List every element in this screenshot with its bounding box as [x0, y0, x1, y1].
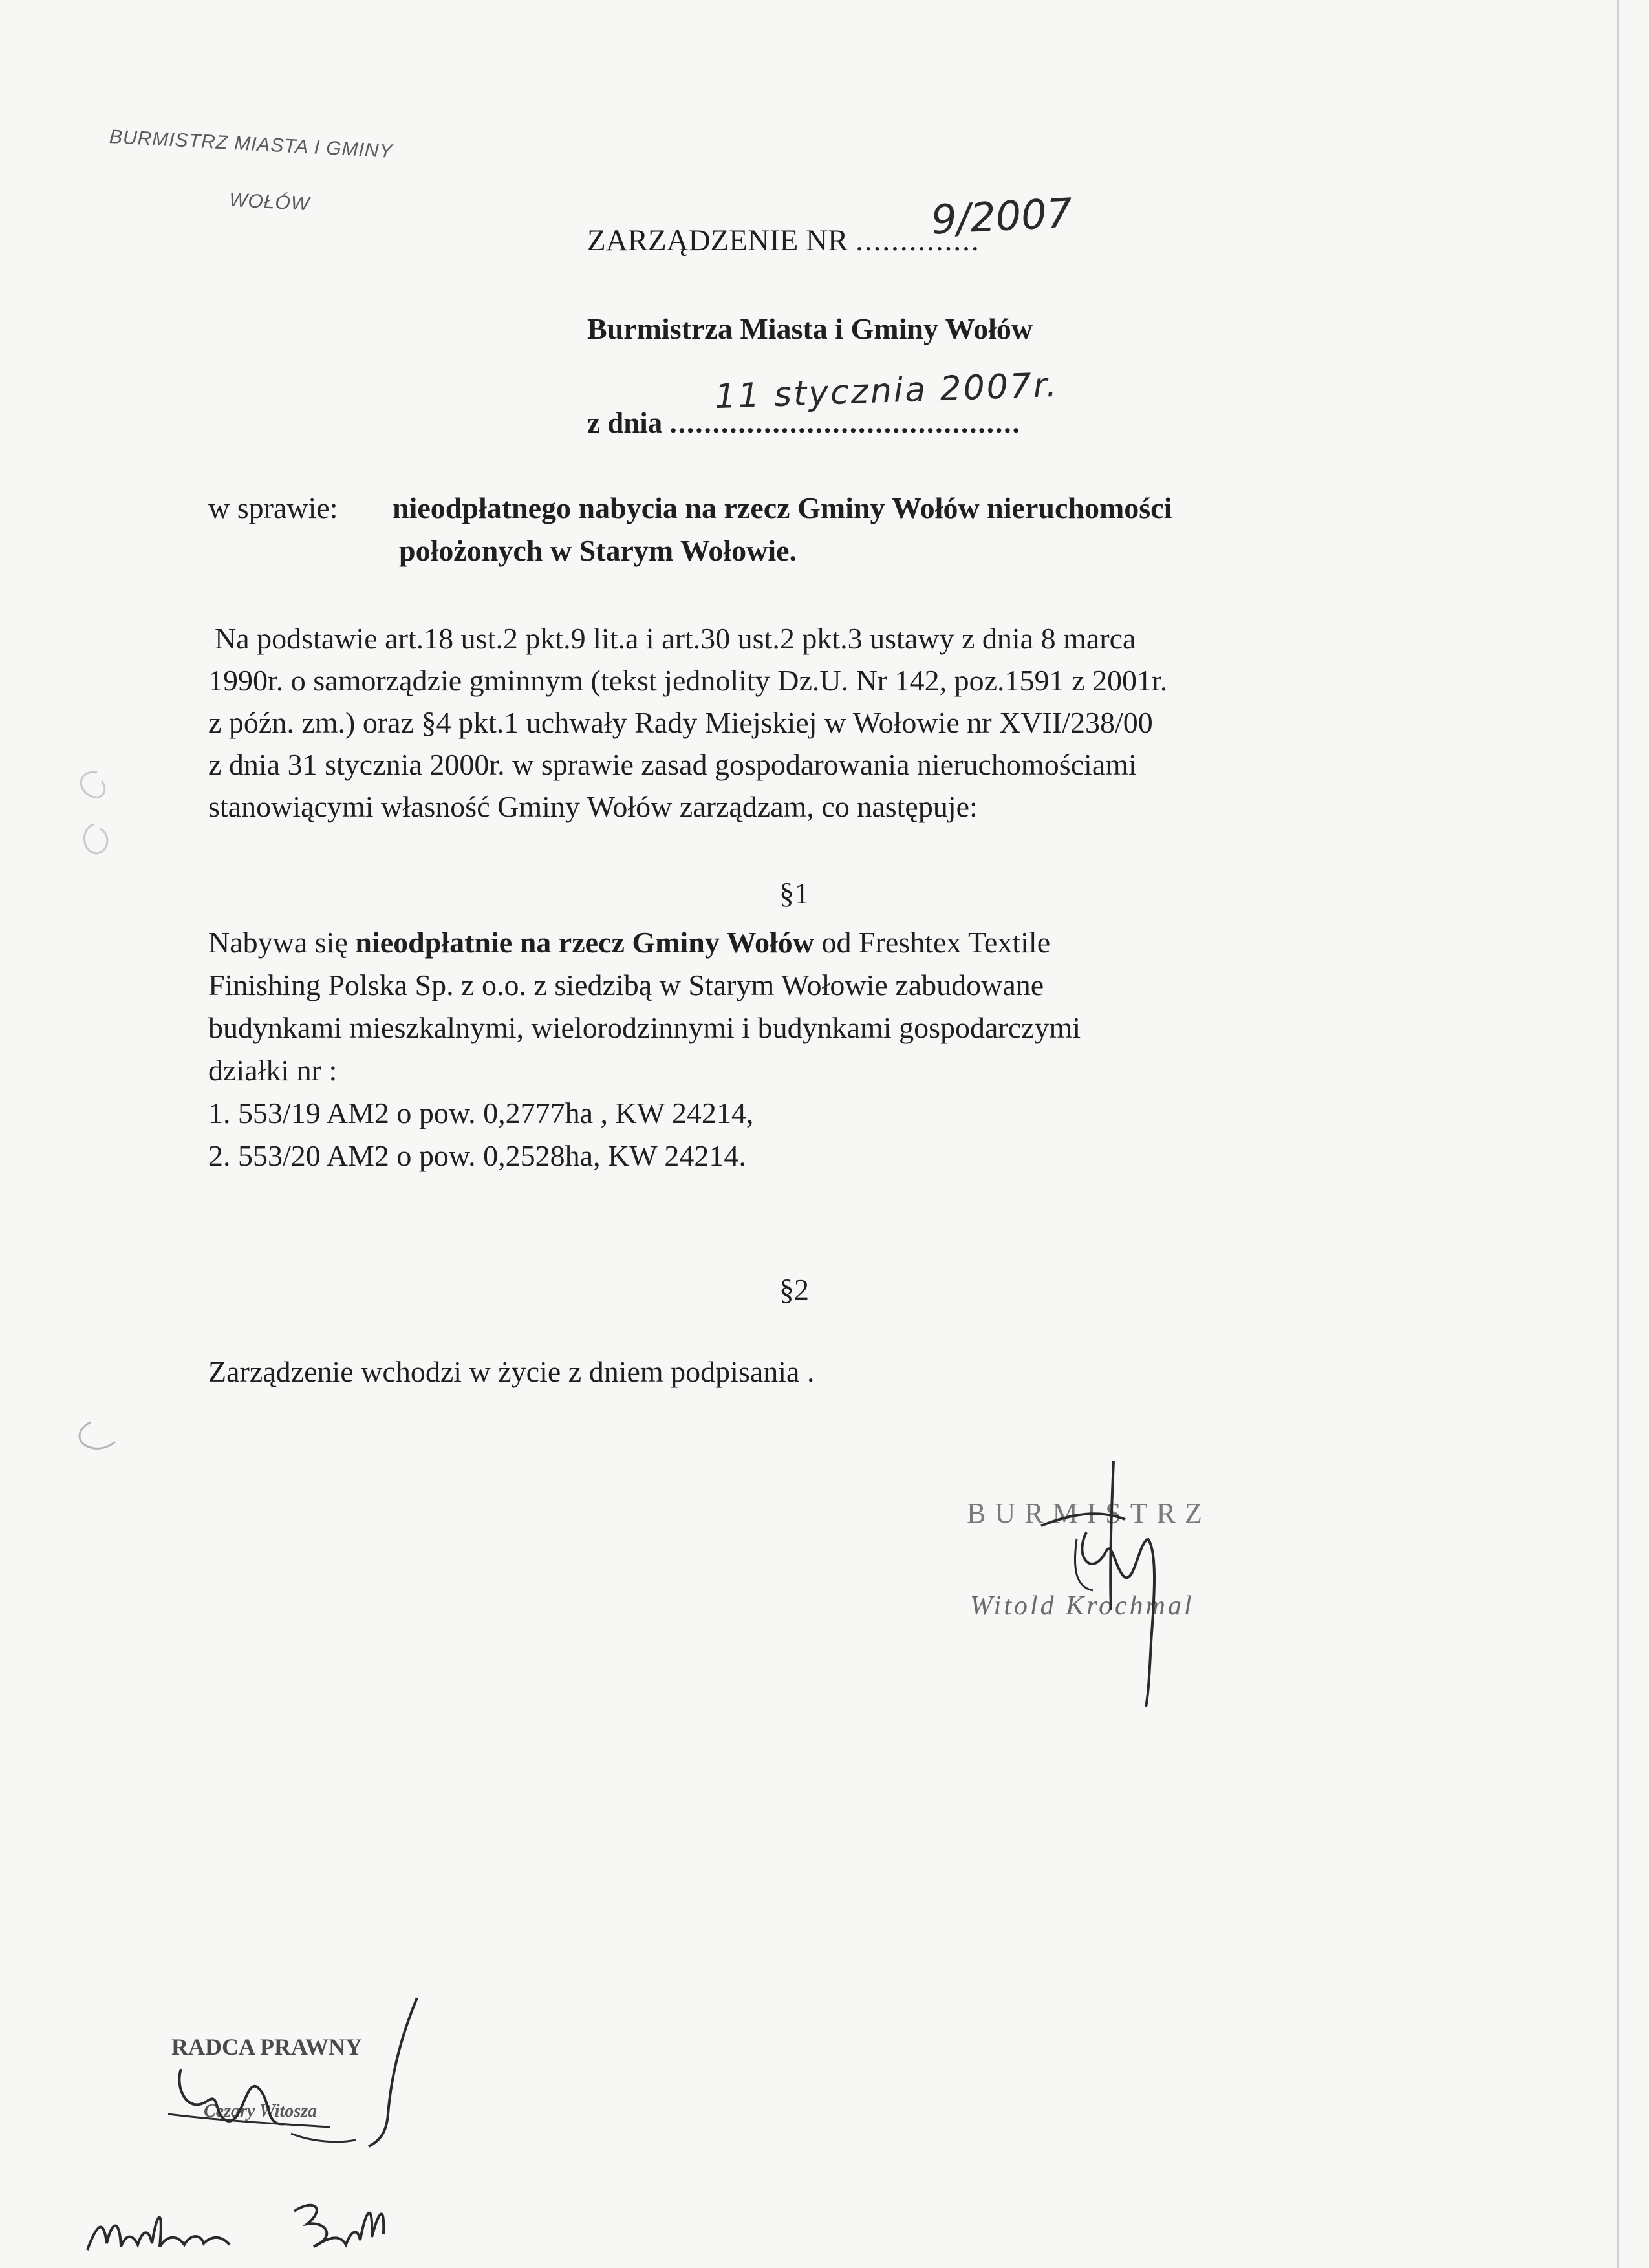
office-header-stamp: [105, 126, 498, 250]
intro-text: Nabywa się: [208, 926, 356, 959]
intro-bold-text: nieodpłatnie na rzecz Gminy Wołów: [355, 926, 814, 959]
date-prefix: z dnia: [587, 407, 663, 439]
basis-line: z dnia 31 stycznia 2000r. w sprawie zasad gospodarowania nieruchomościami: [208, 748, 1137, 781]
basis-line: Na podstawie art.18 ust.2 pkt.9 lit.a i art.30 ust.2 pkt.3 ustawy z dnia 8 marca: [215, 622, 1136, 655]
handwritten-order-number: 9/2007: [930, 189, 1073, 244]
section-1-body: [208, 921, 1081, 1177]
section-1-line: Finishing Polska Sp. z o.o. z siedzibą w Starym Wołowie zabudowane: [208, 968, 1044, 1001]
basis-line: z późn. zm.) oraz §4 pkt.1 uchwały Rady Miejskiej w Wołowie nr XVII/238/00: [208, 706, 1153, 739]
section-1-line: działki nr :: [208, 1054, 338, 1087]
section-2-title: §2: [779, 1273, 809, 1306]
stamp-title: BURMISTRZ: [967, 1497, 1211, 1529]
handwritten-date: 11 stycznia 2007r.: [714, 365, 1059, 417]
punch-hole-mark: [65, 1416, 129, 1461]
mayor-signature-drawing: [996, 1448, 1216, 1707]
legal-basis-paragraph: [208, 617, 1502, 828]
section-2-text: Zarządzenie wchodzi w życie z dniem podpisania .: [208, 1355, 815, 1388]
parcel-item-2: 2. 553/20 AM2 o pow. 0,2528ha, KW 24214.: [208, 1139, 746, 1172]
section-1-title: §1: [779, 877, 809, 910]
title-number-dots: ..............: [856, 224, 980, 257]
legal-stamp-title: RADCA PRAWNY: [171, 2034, 362, 2060]
scan-edge-line: [1617, 0, 1619, 2268]
parcel-item-1: 1. 553/19 AM2 o pow. 0,2777ha , KW 24214,: [208, 1097, 754, 1129]
subject-line-2: położonych w Starym Wołowie.: [399, 534, 797, 567]
subject-label: w sprawie:: [208, 491, 338, 524]
document-title: [587, 223, 980, 258]
handwritten-initials: [81, 2172, 417, 2266]
section-1-line: budynkami mieszkalnymi, wielorodzinnymi i budynkami gospodarczymi: [208, 1011, 1081, 1044]
date-dots: .........................................: [669, 407, 1021, 439]
intro-text-after: od Freshtex Textile: [814, 926, 1051, 959]
stamp-name: Witold Krochmal: [970, 1591, 1194, 1621]
legal-stamp-name: Cezary Witosza: [204, 2101, 318, 2121]
section-1-intro: [208, 921, 1081, 964]
document-subtitle: Burmistrza Miasta i Gminy Wołów: [587, 312, 1033, 345]
subject-line-1: nieodpłatnego nabycia na rzecz Gminy Wołów nieruchomości: [393, 491, 1172, 524]
stamp-line-town: WOŁÓW: [228, 189, 310, 215]
legal-advisor-signature: [162, 1991, 433, 2172]
basis-line: 1990r. o samorządzie gminnym (tekst jednolity Dz.U. Nr 142, poz.1591 z 2001r.: [208, 664, 1168, 697]
punch-hole-marks: [61, 756, 133, 866]
basis-line: stanowiącymi własność Gminy Wołów zarządzam, co następuje:: [208, 790, 978, 823]
title-prefix: ZARZĄDZENIE NR: [587, 224, 848, 257]
stamp-line-office: BURMISTRZ MIASTA I GMINY: [109, 126, 394, 162]
